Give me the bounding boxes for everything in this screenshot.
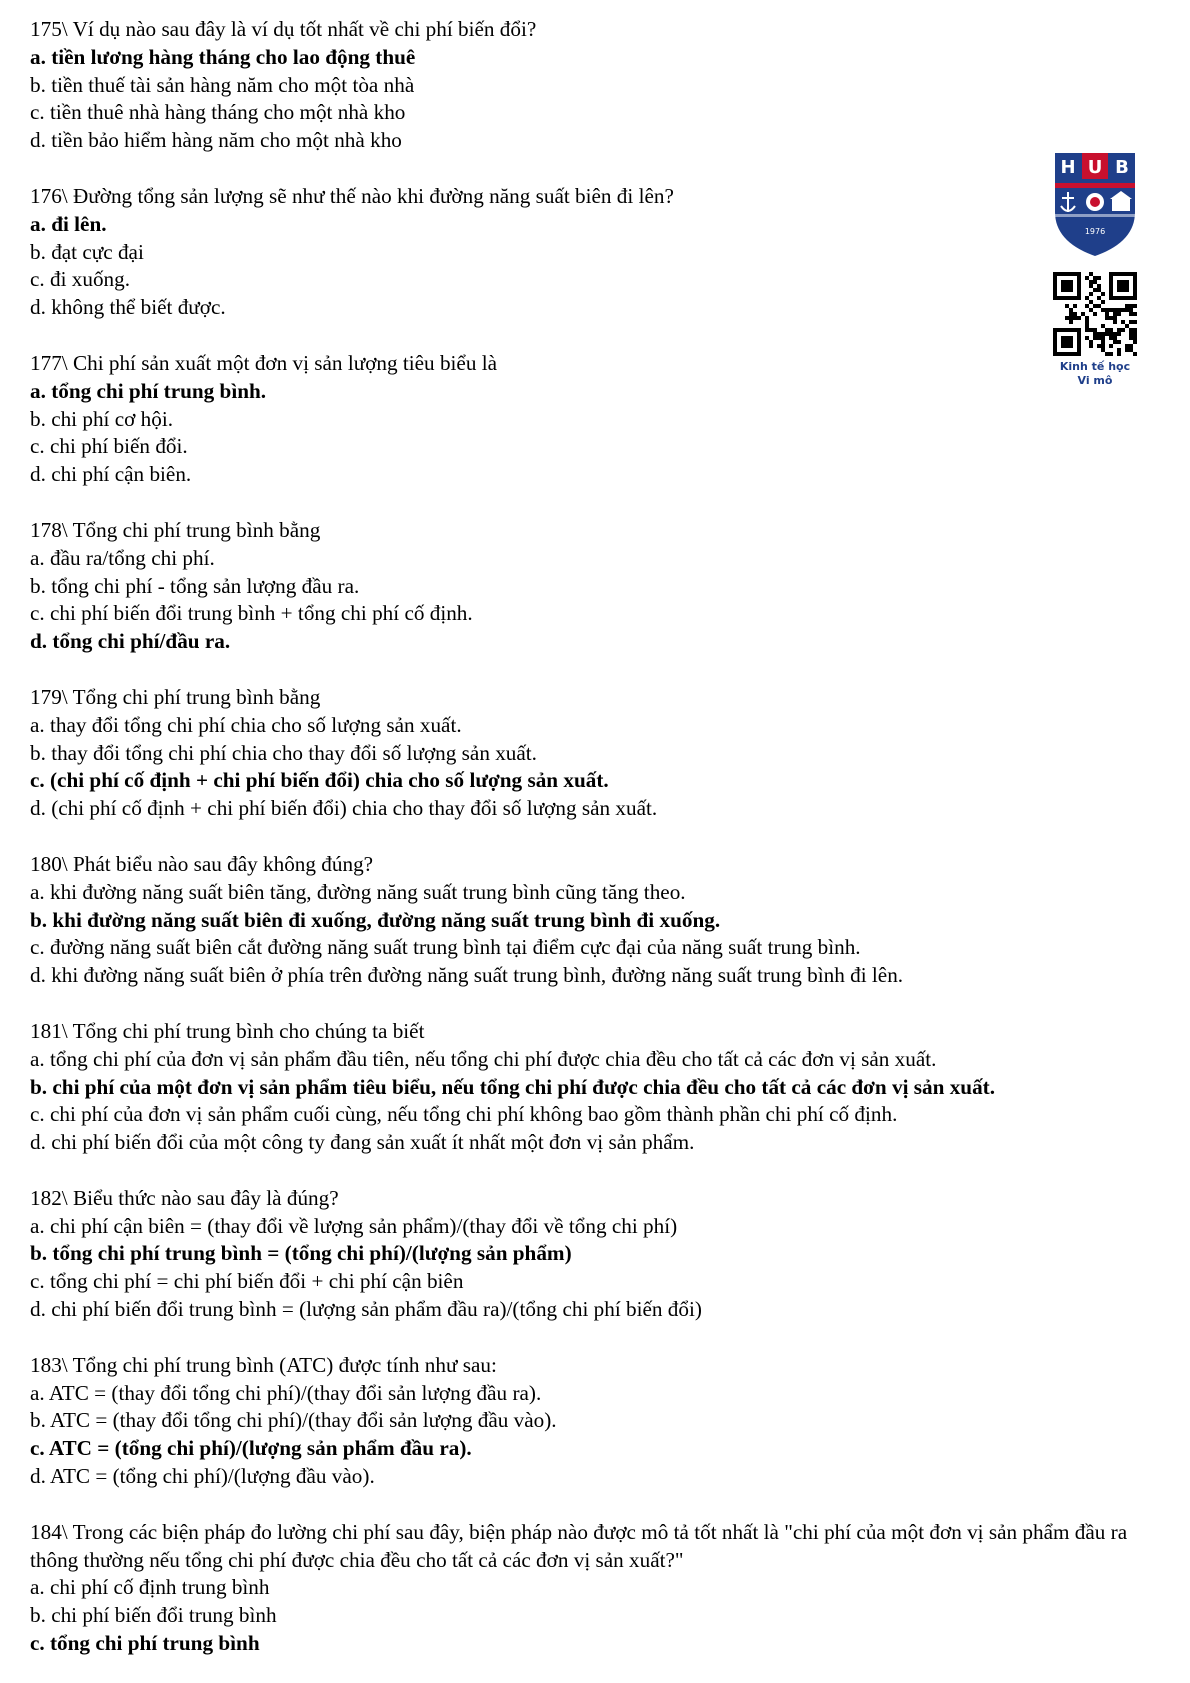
answer-option-correct: c. (chi phí cố định + chi phí biến đổi) chia cho số lượng sản xuất. [30,768,609,793]
question-stem: 178\ Tổng chi phí trung bình bằng [30,517,321,542]
question-stem: 183\ Tổng chi phí trung bình (ATC) được tính như sau: [30,1352,497,1377]
answer-option: c. tiền thuê nhà hàng tháng cho một nhà kho [30,100,406,125]
answer-option-correct: a. đi lên. [30,211,107,236]
answer-option: b. tiền thuế tài sản hàng năm cho một tòa nhà [30,72,415,97]
answer-option: c. tổng chi phí = chi phí biến đổi + chi phí cận biên [30,1269,464,1294]
answer-option: a. chi phí cận biên = (thay đổi về lượng sản phẩm)/(thay đổi về tổng chi phí) [30,1213,678,1238]
answer-option: d. chi phí biến đổi của một công ty đang sản xuất ít nhất một đơn vị sản phẩm. [30,1130,695,1155]
question-stem: 179\ Tổng chi phí trung bình bằng [30,684,321,709]
answer-option-correct: c. ATC = (tổng chi phí)/(lượng sản phẩm đầu ra). [30,1436,472,1461]
question-stem: 177\ Chi phí sản xuất một đơn vị sản lượng tiêu biểu là [30,350,498,375]
answer-option: a. chi phí cố định trung bình [30,1575,270,1600]
question-block [30,16,1170,155]
qr-code[interactable] [1053,272,1137,356]
question-block [30,1352,1170,1491]
hub-emblem-icon [1086,193,1104,211]
question-document [30,16,1170,1658]
answer-option: d. (chi phí cố định + chi phí biến đổi) chia cho thay đổi số lượng sản xuất. [30,796,658,821]
answer-option: d. ATC = (tổng chi phí)/(lượng đầu vào). [30,1464,375,1489]
logo-letter-h: H [1060,157,1076,178]
answer-option: a. khi đường năng suất biên tăng, đường năng suất trung bình cũng tăng theo. [30,879,686,904]
answer-option: c. chi phí của đơn vị sản phẩm cuối cùng, nếu tổng chi phí không bao gồm thành phần chi phí cố định. [30,1102,898,1127]
answer-option: c. chi phí biến đổi trung bình + tổng chi phí cố định. [30,601,473,626]
question-stem: 182\ Biểu thức nào sau đây là đúng? [30,1185,339,1210]
answer-option: b. chi phí cơ hội. [30,406,174,431]
answer-option: b. thay đổi tổng chi phí chia cho thay đổi số lượng sản xuất. [30,740,537,765]
answer-option: a. tổng chi phí của đơn vị sản phẩm đầu tiên, nếu tổng chi phí được chia đều cho tất cả các đơn vị sản xuất. [30,1046,937,1071]
question-block [30,183,1170,322]
question-block [30,1185,1170,1324]
hub-shield-logo [1052,150,1138,258]
hub-logo-block [1050,150,1140,388]
answer-option: b. ATC = (thay đổi tổng chi phí)/(thay đổi sản lượng đầu vào). [30,1408,557,1433]
question-block [30,851,1170,990]
answer-option: b. đạt cực đại [30,239,144,264]
answer-option-correct: b. chi phí của một đơn vị sản phẩm tiêu biểu, nếu tổng chi phí được chia đều cho tất cả các đơn vị sản xuất. [30,1074,996,1099]
answer-option: d. chi phí biến đổi trung bình = (lượng sản phẩm đầu ra)/(tổng chi phí biến đổi) [30,1297,702,1322]
question-block [30,350,1170,489]
answer-option-correct: a. tổng chi phí trung bình. [30,378,267,403]
answer-option: b. chi phí biến đổi trung bình [30,1603,277,1628]
answer-option-correct: d. tổng chi phí/đầu ra. [30,629,231,654]
question-block [30,1018,1170,1157]
question-stem: 175\ Ví dụ nào sau đây là ví dụ tốt nhất về chi phí biến đổi? [30,17,537,41]
question-block [30,517,1170,656]
logo-caption-subtitle: Vi mô [1077,374,1113,387]
question-stem: 180\ Phát biểu nào sau đây không đúng? [30,851,374,876]
answer-option: c. đi xuống. [30,267,131,292]
answer-option-correct: b. tổng chi phí trung bình = (tổng chi phí)/(lượng sản phẩm) [30,1241,572,1266]
answer-option: c. đường năng suất biên cắt đường năng suất trung bình tại điểm cực đại của năng suất trung bình. [30,935,861,960]
logo-caption-title: Kinh tế học [1059,360,1131,373]
question-stem: 176\ Đường tổng sản lượng sẽ như thế nào khi đường năng suất biên đi lên? [30,183,674,208]
answer-option: a. đầu ra/tổng chi phí. [30,545,215,570]
answer-option: a. thay đổi tổng chi phí chia cho số lượng sản xuất. [30,712,462,737]
answer-option: b. tổng chi phí - tổng sản lượng đầu ra. [30,573,360,598]
answer-option: d. chi phí cận biên. [30,462,192,487]
answer-option: c. chi phí biến đổi. [30,434,188,459]
answer-option-correct: a. tiền lương hàng tháng cho lao động thuê [30,44,416,69]
question-block [30,684,1170,823]
question-stem: 184\ Trong các biện pháp đo lường chi phí sau đây, biện pháp nào được mô tả tốt nhất là "chi phí của một đơn vị sản phẩm đầu ra thông thường nếu tổng chi phí được chia đều cho tất cả các đơn vị sản xuất?" [30,1519,1128,1572]
logo-letter-b: B [1115,157,1129,178]
logo-letter-u: U [1087,157,1103,178]
answer-option: d. tiền bảo hiểm hàng năm cho một nhà kho [30,128,402,153]
answer-option-correct: c. tổng chi phí trung bình [30,1631,260,1656]
question-stem: 181\ Tổng chi phí trung bình cho chúng ta biết [30,1018,425,1043]
answer-option: d. khi đường năng suất biên ở phía trên đường năng suất trung bình, đường năng suất trung bình đi lên. [30,963,904,988]
logo-year: 1976 [1084,227,1106,236]
answer-option-correct: b. khi đường năng suất biên đi xuống, đường năng suất trung bình đi xuống. [30,907,721,932]
answer-option: a. ATC = (thay đổi tổng chi phí)/(thay đổi sản lượng đầu ra). [30,1380,542,1405]
answer-option: d. không thể biết được. [30,295,226,320]
question-block [30,1519,1170,1658]
